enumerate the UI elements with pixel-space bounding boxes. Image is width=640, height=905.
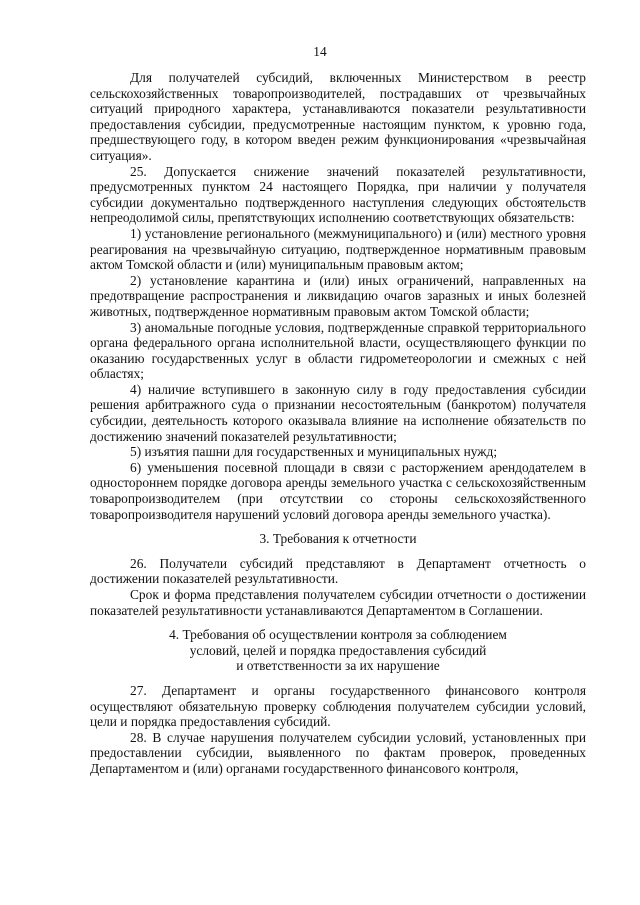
section-heading: условий, целей и порядка предоставления субсидий <box>189 642 487 658</box>
paragraph: 6) уменьшения посевной площади в связи с расторжением арендодателем в одностороннем порядке договора аренды земельного участка с сельскохозяйственным товаропроизводителем (при отсутствии со стороны сельскохозяйственного товаропроизводителя нарушений условий договора аренды земельного участка). <box>90 459 586 522</box>
paragraph: 1) установление регионального (межмуниципального) и (или) местного уровня реагирования на чрезвычайную ситуацию, подтвержденное нормативным правовым актом Томской области и (или) муниципальным правовым актом; <box>90 225 586 273</box>
section-heading: 4. Требования об осуществлении контроля за соблюдением <box>169 627 507 643</box>
paragraph: 28. В случае нарушения получателем субсидии условий, установленных при предоставлении субсидии, выявленного по фактам проверок, проведенных Департаментом и (или) органами государственного финансового контроля, <box>90 729 586 776</box>
spacer <box>90 618 586 627</box>
paragraph: 3) аномальные погодные условия, подтвержденные справкой территориального органа федерального органа исполнительной власти, осуществляющего функции по оказанию государственных услуг в области гидрометеорологии и смежных с ней областях; <box>90 319 586 382</box>
paragraph: Для получателей субсидий, включенных Министерством в реестр сельскохозяйственных товаропроизводителей, пострадавших от чрезвычайных ситуаций природного характера, устанавливаются показатели результативности предоставления субсидии, предусмотренные настоящим пунктом, к уровню года, предшествующего году, в котором введен режим функционирования «чрезвычайная ситуация». <box>90 70 586 163</box>
spacer <box>90 522 586 531</box>
spacer <box>90 674 586 683</box>
paragraph: 27. Департамент и органы государственного финансового контроля осуществляют обязательную проверку соблюдения получателем субсидии условий, цели и порядка предоставления субсидий. <box>90 682 586 730</box>
spacer <box>90 547 586 556</box>
paragraph: 5) изъятия пашни для государственных и муниципальных нужд; <box>130 444 498 460</box>
paragraph: 2) установление карантина и (или) иных ограничений, направленных на предотвращение распространения и ликвидацию очагов заразных и иных болезней животных, подтвержденное нормативным правовым актом Томской области; <box>90 272 586 319</box>
document-body <box>90 70 586 777</box>
paragraph: Срок и форма представления получателем субсидии отчетности о достижении показателей результативности устанавливаются Департаментом в Соглашении. <box>90 587 586 618</box>
paragraph: 4) наличие вступившего в законную силу в году предоставления субсидии решения арбитражного суда о признании несостоятельным (банкротом) получателя субсидии, деятельность которого оказывала влияние на исполнение обязательств по достижению значений показателей результативности; <box>90 381 586 444</box>
paragraph: 25. Допускается снижение значений показателей результативности, предусмотренных пунктом 24 настоящего Порядка, при наличии у получателя субсидии документально подтвержденного наступления следующих обстоятельств непреодолимой силы, препятствующих исполнению соответствующих обязательств: <box>90 163 586 226</box>
page-number: 14 <box>313 44 327 59</box>
paragraph: 26. Получатели субсидий представляют в Департамент отчетность о достижении показателей результативности. <box>90 555 586 587</box>
section-heading: и ответственности за их нарушение <box>236 658 440 674</box>
section-heading: 3. Требования к отчетности <box>259 531 417 547</box>
